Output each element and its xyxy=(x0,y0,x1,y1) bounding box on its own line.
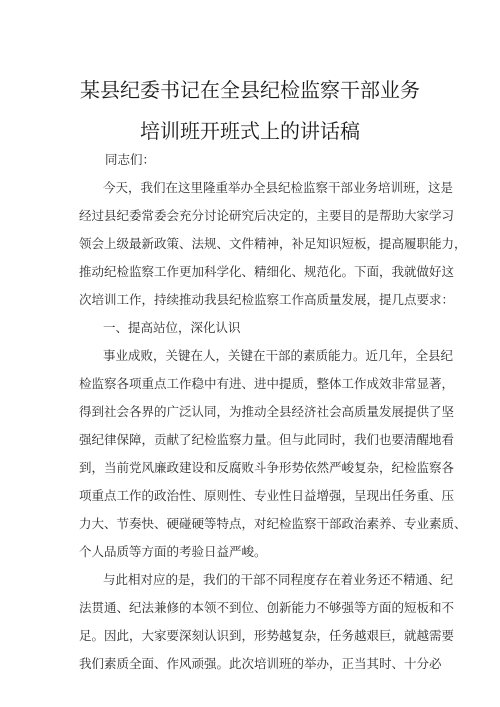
paragraph-1-line-2: 经过县纪委常委会充分讨论研究后决定的，主要目的是帮助大家学习 xyxy=(79,208,455,223)
section-heading-1: 一、提高站位，深化认识 xyxy=(103,320,241,335)
document-title-line-1: 某县纪委书记在全县纪检监察干部业务 xyxy=(80,78,420,102)
paragraph-2-line-8: 个人品质等方面的考验日益严峻。 xyxy=(79,544,267,559)
paragraph-3-line-2: 法贯通、纪法兼修的本领不到位、创新能力不够强等方面的短板和不 xyxy=(79,600,455,615)
paragraph-2-line-2: 检监察各项重点工作稳中有进、进中提质，整体工作成效非常显著， xyxy=(79,376,455,391)
salutation: 同志们： xyxy=(105,152,156,167)
paragraph-2-line-4: 强纪律保障，贡献了纪检监察力量。但与此同时，我们也要清醒地看 xyxy=(79,432,455,447)
document-title-line-2: 培训班开班式上的讲话稿 xyxy=(140,119,360,143)
paragraph-1-line-5: 次培训工作，持续推动我县纪检监察工作高质量发展，提几点要求： xyxy=(79,292,455,307)
paragraph-1-line-1: 今天，我们在这里隆重举办全县纪检监察干部业务培训班，这是 xyxy=(103,180,454,195)
paragraph-3-line-1: 与此相对应的是，我们的干部不同程度存在着业务还不精通、纪 xyxy=(103,572,454,587)
paragraph-1-line-3: 领会上级最新政策、法规、文件精神，补足知识短板，提高履职能力， xyxy=(79,236,467,251)
paragraph-2-line-1: 事业成败，关键在人，关键在干部的素质能力。近几年，全县纪 xyxy=(103,348,454,363)
paragraph-1-line-4: 推动纪检监察工作更加科学化、精细化、规范化。下面，我就做好这 xyxy=(79,264,455,279)
paragraph-2-line-7: 力大、节奏快、硬碰硬等特点，对纪检监察干部政治素养、专业素质、 xyxy=(79,516,467,531)
paragraph-2-line-3: 得到社会各界的广泛认同，为推动全县经济社会高质量发展提供了坚 xyxy=(79,404,455,419)
paragraph-3-line-3: 足。因此，大家要深刻认识到，形势越复杂，任务越艰巨，就越需要 xyxy=(79,628,455,643)
paragraph-2-line-5: 到，当前党风廉政建设和反腐败斗争形势依然严峻复杂，纪检监察各 xyxy=(79,460,455,475)
paragraph-2-line-6: 项重点工作的政治性、原则性、专业性日益增强，呈现出任务重、压 xyxy=(79,488,455,503)
paragraph-3-line-4: 我们素质全面、作风顽强。此次培训班的举办，正当其时、十分必 xyxy=(79,656,442,671)
